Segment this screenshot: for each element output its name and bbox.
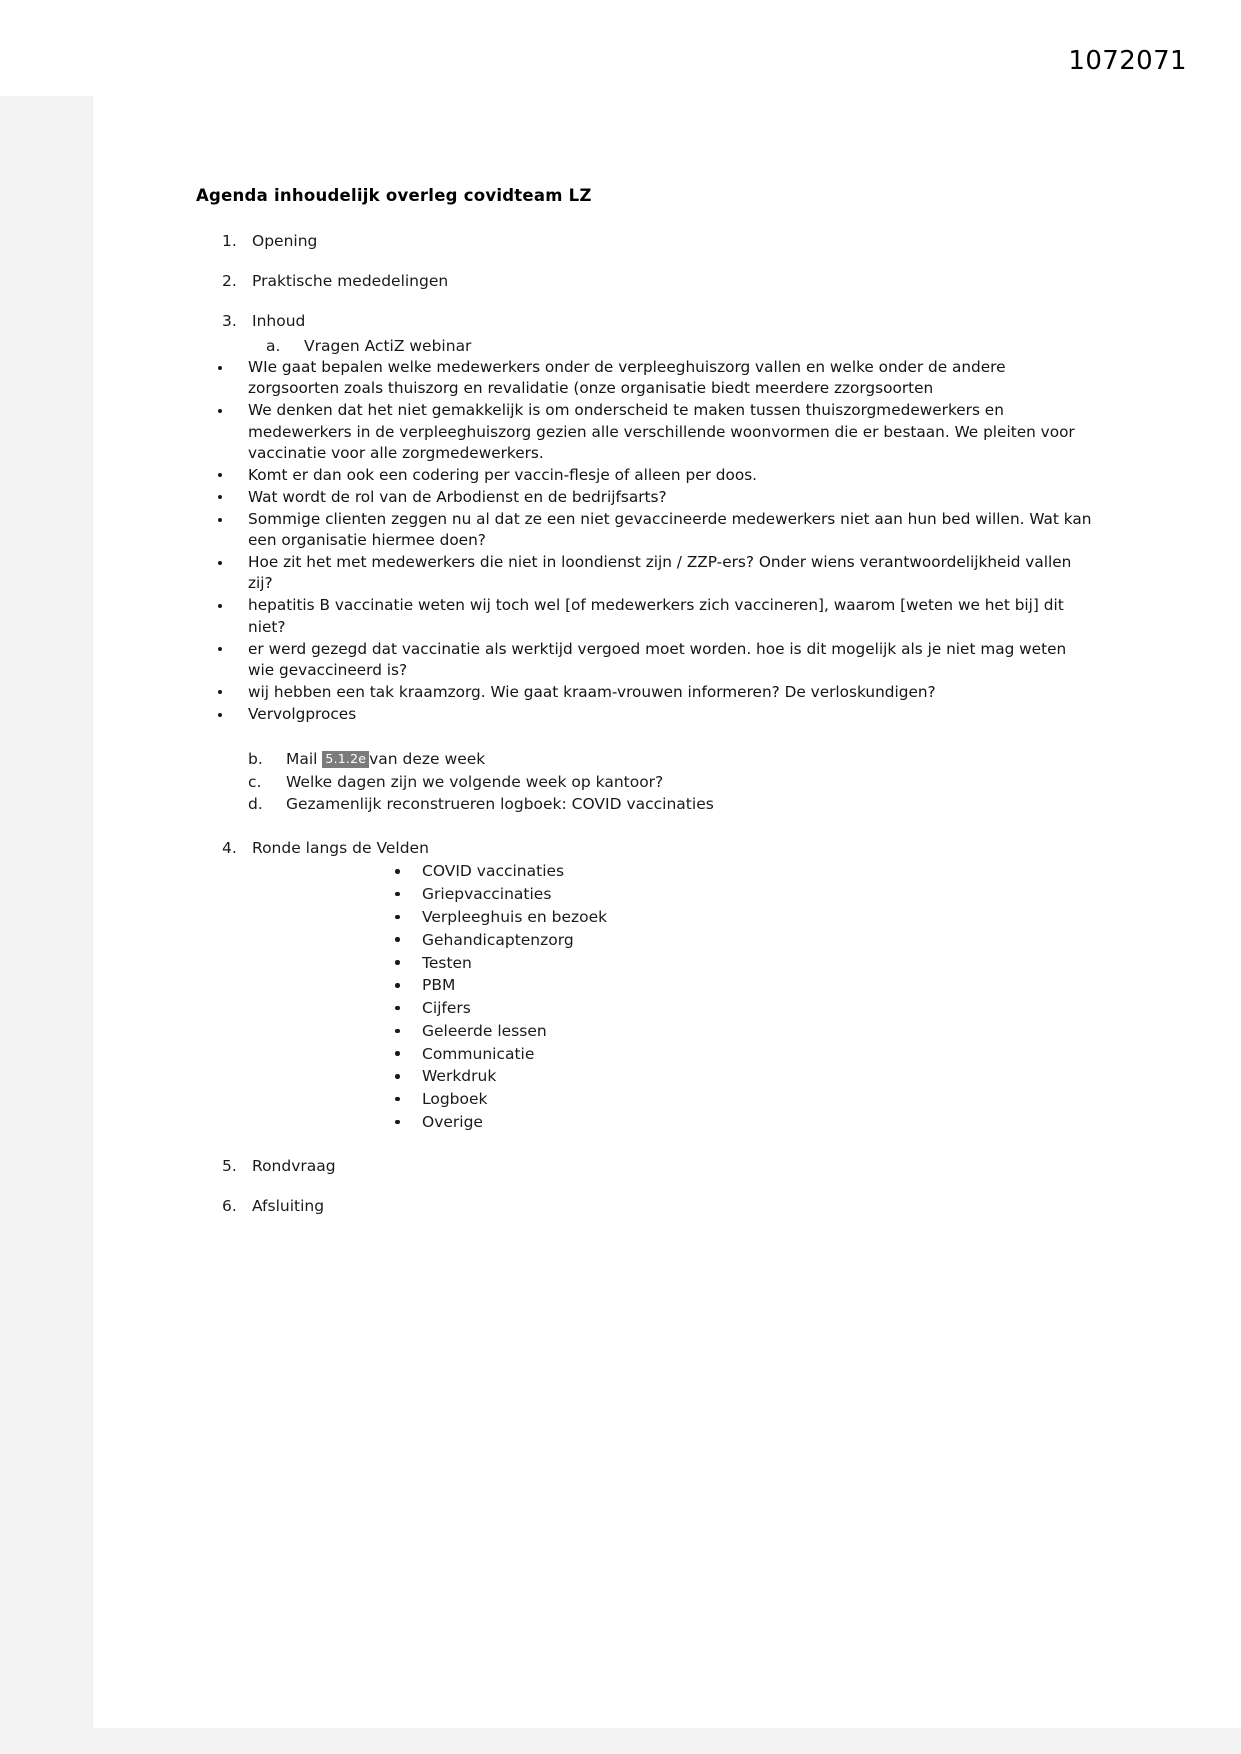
question-text: Vervolgproces: [248, 704, 357, 723]
list-item: [252, 1043, 1096, 1066]
agenda-item-ronde-langs-de-velden: [196, 838, 1096, 1134]
scan-edge-bottom: [0, 1728, 1241, 1754]
sub-item-marker: a.: [266, 336, 281, 355]
question-text: wij hebben een tak kraamzorg. Wie gaat kraam-vrouwen informeren? De verloskundigen?: [248, 682, 936, 701]
section-spacer: [196, 1134, 1096, 1156]
agenda-item-praktische-mededelingen: [196, 271, 1096, 292]
agenda-item-inhoud: [196, 311, 1096, 357]
bullet-icon: [395, 1006, 400, 1011]
list-item: [252, 1111, 1096, 1134]
topic-label: Griepvaccinaties: [422, 885, 552, 904]
topic-label: Overige: [422, 1113, 483, 1132]
agenda-item-label: Inhoud: [252, 311, 306, 330]
sub-item-label: Gezamenlijk reconstrueren logboek: COVID vaccinaties: [286, 795, 714, 814]
bullet-icon: [218, 495, 222, 499]
redaction-box: 5.1.2e: [322, 751, 369, 768]
bullet-icon: [218, 561, 222, 565]
inhoud-sub-item-vragen-actiz: [252, 335, 1096, 357]
inhoud-question-list: [196, 357, 1096, 725]
list-item: [196, 639, 1096, 681]
topic-label: Werkdruk: [422, 1067, 497, 1086]
question-text: er werd gezegd dat vaccinatie als werktijd vergoed moet worden. hoe is dit mogelijk als je niet mag weten wie gevaccineerd is?: [248, 639, 1067, 679]
agenda-item-opening: [196, 231, 1096, 252]
topic-label: Verpleeghuis en bezoek: [422, 907, 608, 926]
bullet-icon: [395, 892, 400, 897]
bullet-icon: [218, 409, 222, 413]
sub-item-label: Vragen ActiZ webinar: [304, 336, 472, 355]
agenda-item-afsluiting: [196, 1196, 1096, 1217]
topic-label: PBM: [422, 976, 456, 995]
list-item: [196, 357, 1096, 399]
topic-label: Logboek: [422, 1090, 488, 1109]
vervolgproces-list: [234, 748, 1096, 815]
page-title: Agenda inhoudelijk overleg covidteam LZ: [196, 186, 592, 205]
question-text: We denken dat het niet gemakkelijk is om onderscheid te maken tussen thuiszorgmedewerkers en medewerkers in de verpleeghuiszorg gezien alle verschillende woonvormen die er bestaan. We pleiten voor vaccinatie voor alle zorgmedewerkers.: [248, 401, 1075, 462]
mail-suffix: van deze week: [369, 750, 486, 769]
bullet-icon: [395, 983, 400, 988]
list-item: [196, 509, 1096, 551]
sub-item-marker: b.: [248, 750, 263, 769]
document-number: 1072071: [1068, 46, 1187, 76]
agenda-item-rondvraag: [196, 1156, 1096, 1177]
topic-label: Testen: [422, 953, 472, 972]
topic-label: Gehandicaptenzorg: [422, 930, 574, 949]
inhoud-sub-list: [252, 335, 1096, 357]
sub-item-label: Welke dagen zijn we volgende week op kantoor?: [286, 772, 664, 791]
agenda-item-marker: 6.: [222, 1196, 237, 1215]
vervolgproces-item-kantoor: [234, 771, 1096, 793]
list-item: [196, 487, 1096, 508]
bullet-icon: [218, 690, 222, 694]
list-item: [252, 906, 1096, 929]
list-item: [252, 929, 1096, 952]
agenda-item-label: Ronde langs de Velden: [252, 838, 429, 857]
list-item: [252, 860, 1096, 883]
list-item: [252, 1020, 1096, 1043]
topic-label: Communicatie: [422, 1044, 535, 1063]
vervolgproces-item-mail: [234, 748, 1096, 770]
bullet-icon: [395, 937, 400, 942]
agenda-list: [196, 231, 1096, 357]
list-item: [196, 704, 1096, 725]
bullet-icon: [395, 960, 400, 965]
question-text: Wat wordt de rol van de Arbodienst en de bedrijfsarts?: [248, 487, 667, 506]
bullet-icon: [395, 1097, 400, 1102]
document-body: [196, 186, 1096, 1236]
topic-label: COVID vaccinaties: [422, 862, 565, 881]
agenda-item-label: Rondvraag: [252, 1156, 336, 1175]
sub-item-marker: c.: [248, 772, 262, 791]
bullet-icon: [218, 647, 222, 651]
bullet-icon: [218, 713, 222, 717]
bullet-icon: [218, 604, 222, 608]
list-item: [196, 595, 1096, 637]
question-text: Hoe zit het met medewerkers die niet in loondienst zijn / ZZP-ers? Onder wiens verantwoordelijkheid vallen zij?: [248, 553, 1072, 593]
bullet-icon: [395, 1029, 400, 1034]
bullet-icon: [395, 1120, 400, 1125]
list-item: [252, 1088, 1096, 1111]
bullet-icon: [395, 1051, 400, 1056]
list-item: [196, 400, 1096, 463]
list-item: [196, 682, 1096, 703]
question-text: Komt er dan ook een codering per vaccin-flesje of alleen per doos.: [248, 465, 758, 484]
agenda-item-label: Afsluiting: [252, 1196, 325, 1215]
topic-label: Cijfers: [422, 999, 471, 1018]
section-spacer: [196, 816, 1096, 838]
question-text: Sommige clienten zeggen nu al dat ze een niet gevaccineerde medewerkers niet aan hun bed willen. Wat kan een organisatie hiermee doen?: [248, 510, 1092, 550]
list-item: [252, 974, 1096, 997]
bullet-icon: [218, 518, 222, 522]
bullet-icon: [395, 915, 400, 920]
list-item: [252, 883, 1096, 906]
agenda-list-end: [196, 1156, 1096, 1217]
bullet-icon: [395, 1074, 400, 1079]
agenda-item-marker: 3.: [222, 311, 237, 330]
agenda-item-label: Opening: [252, 232, 318, 250]
question-text: WIe gaat bepalen welke medewerkers onder de verpleeghuiszorg vallen en welke onder de andere zorgsoorten zoals thuiszorg en revalidatie (onze organisatie biedt meerdere zzorgsoorten: [248, 358, 1006, 398]
list-item: [196, 552, 1096, 594]
agenda-item-marker: 5.: [222, 1156, 237, 1175]
list-item: [252, 997, 1096, 1020]
agenda-list-continued: [196, 838, 1096, 1134]
question-text: hepatitis B vaccinatie weten wij toch wel [of medewerkers zich vaccineren], waarom [weten we het bij] dit niet?: [248, 596, 1064, 636]
topic-label: Geleerde lessen: [422, 1021, 547, 1040]
scan-edge-left: [0, 96, 93, 1754]
list-item: [252, 1065, 1096, 1088]
agenda-item-marker: 2.: [222, 271, 237, 290]
agenda-item-marker: 1.: [222, 232, 237, 250]
list-item: [196, 465, 1096, 486]
vervolgproces-item-logboek: [234, 793, 1096, 815]
sub-item-marker: d.: [248, 795, 263, 814]
bullet-icon: [218, 366, 222, 370]
bullet-icon: [218, 473, 222, 477]
list-item: [252, 952, 1096, 975]
mail-label: Mail: [286, 750, 318, 769]
bullet-icon: [395, 869, 400, 874]
velden-topic-list: [252, 860, 1096, 1133]
agenda-item-marker: 4.: [222, 838, 237, 857]
agenda-item-label: Praktische mededelingen: [252, 271, 449, 290]
